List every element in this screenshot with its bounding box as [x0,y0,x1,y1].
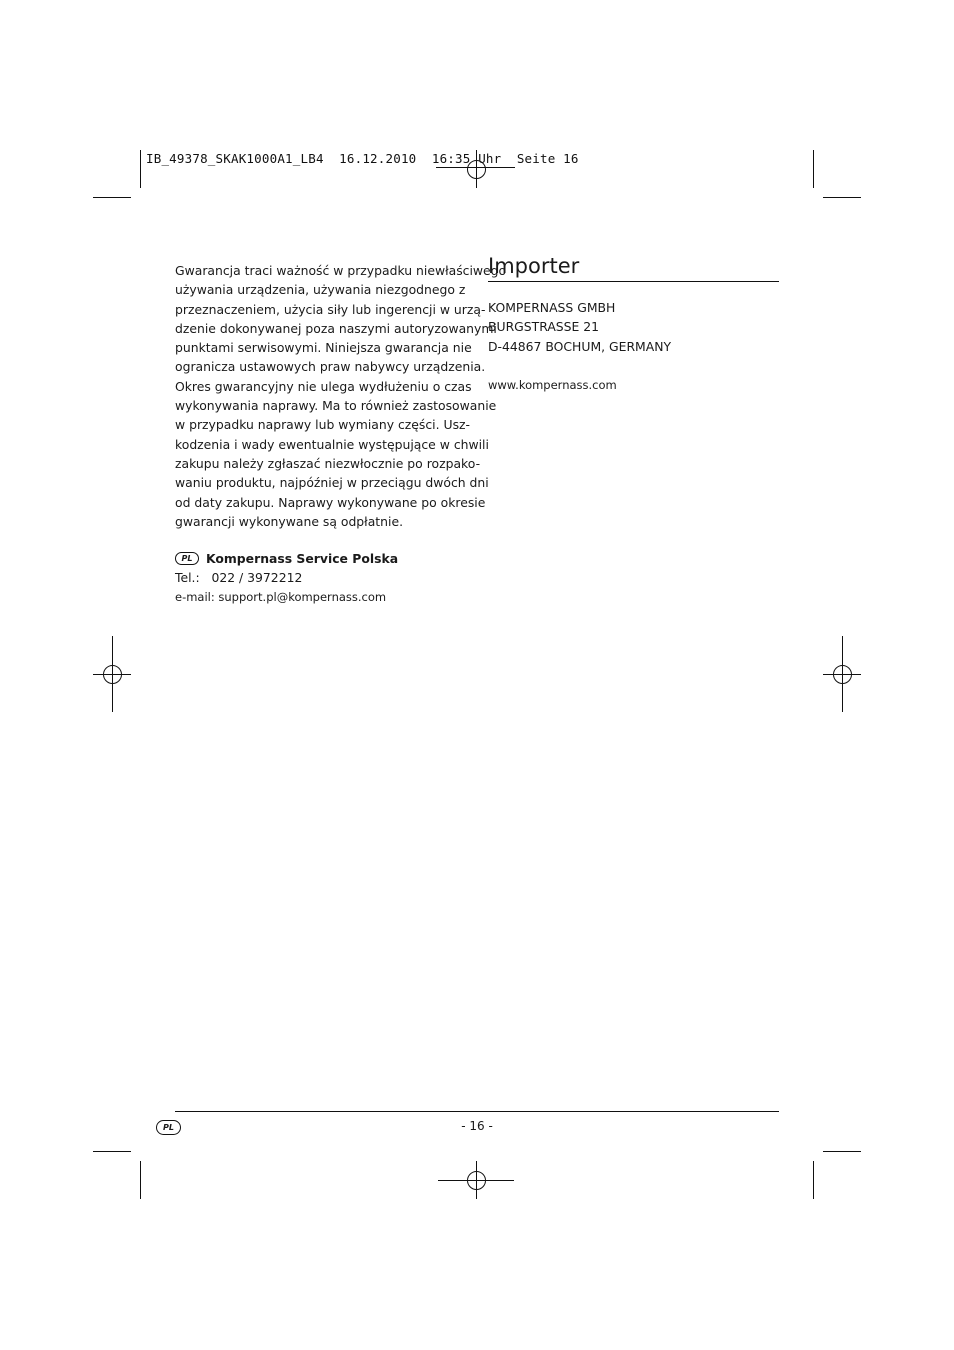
address-line: D-44867 BOCHUM, GERMANY [488,338,672,354]
footer-country-badge: PL [156,1120,181,1135]
text-line: gwarancji wykonywane są odpłatnie. [175,513,404,529]
crop-mark [93,1151,131,1152]
text-line: w przypadku naprawy lub wymiany części. Usz- [175,417,471,433]
page-number: - 16 - [461,1119,493,1133]
print-slug: IB_49378_SKAK1000A1_LB4 16.12.2010 16:35 Uhr Seite 16 [146,151,579,166]
registration-mark-circle [467,1171,486,1190]
service-name: Kompernass Service Polska [206,551,399,566]
address-line: KOMPERNASS GMBH [488,300,616,315]
service-email: e-mail: support.pl@kompernass.com [175,589,387,604]
crop-mark [140,150,141,188]
service-phone: Tel.: 022 / 3972212 [175,570,303,586]
text-line: waniu produktu, najpóźniej w przeciągu dwóch dni [175,475,489,491]
text-line: od daty zakupu. Naprawy wykonywane po okresie [175,494,486,510]
crop-mark [823,1151,861,1152]
importer-website: www.kompernass.com [488,378,617,392]
text-line: Gwarancja traci ważność w przypadku niewłaściwego [175,263,507,278]
text-line: używania urządzenia, używania niezgodnego z [175,282,466,298]
registration-mark-circle [103,665,122,684]
country-badge: PL [175,552,199,565]
warranty-text [175,261,507,531]
registration-mark-circle [833,665,852,684]
heading-rule [488,281,779,282]
importer-address [488,298,671,356]
text-line: wykonywania naprawy. Ma to również zastosowanie [175,398,497,414]
crop-mark [813,1161,814,1199]
text-line: Okres gwarancyjny nie ulega wydłużeniu o czas [175,378,472,394]
service-title [175,549,475,568]
text-line: ogranicza ustawowych praw nabywcy urządzenia. [175,359,486,375]
text-line: dzenie dokonywanej poza naszymi autoryzowanymi [175,320,497,336]
slug-underline [436,167,515,168]
text-line: przeznaczeniem, użycia siły lub ingerencji w urzą- [175,301,486,317]
importer-heading: Importer [488,254,580,278]
service-contact [175,549,475,607]
text-line: kodzenia i wady ewentualnie występujące w chwili [175,436,489,452]
footer-rule [175,1111,779,1112]
crop-mark [823,197,861,198]
crop-mark [813,150,814,188]
text-line: punktami serwisowymi. Niniejsza gwarancja nie [175,340,472,356]
address-line: BURGSTRASSE 21 [488,319,600,335]
crop-mark [140,1161,141,1199]
crop-mark [93,197,131,198]
text-line: zakupu należy zgłaszać niezwłocznie po rozpako- [175,455,481,471]
